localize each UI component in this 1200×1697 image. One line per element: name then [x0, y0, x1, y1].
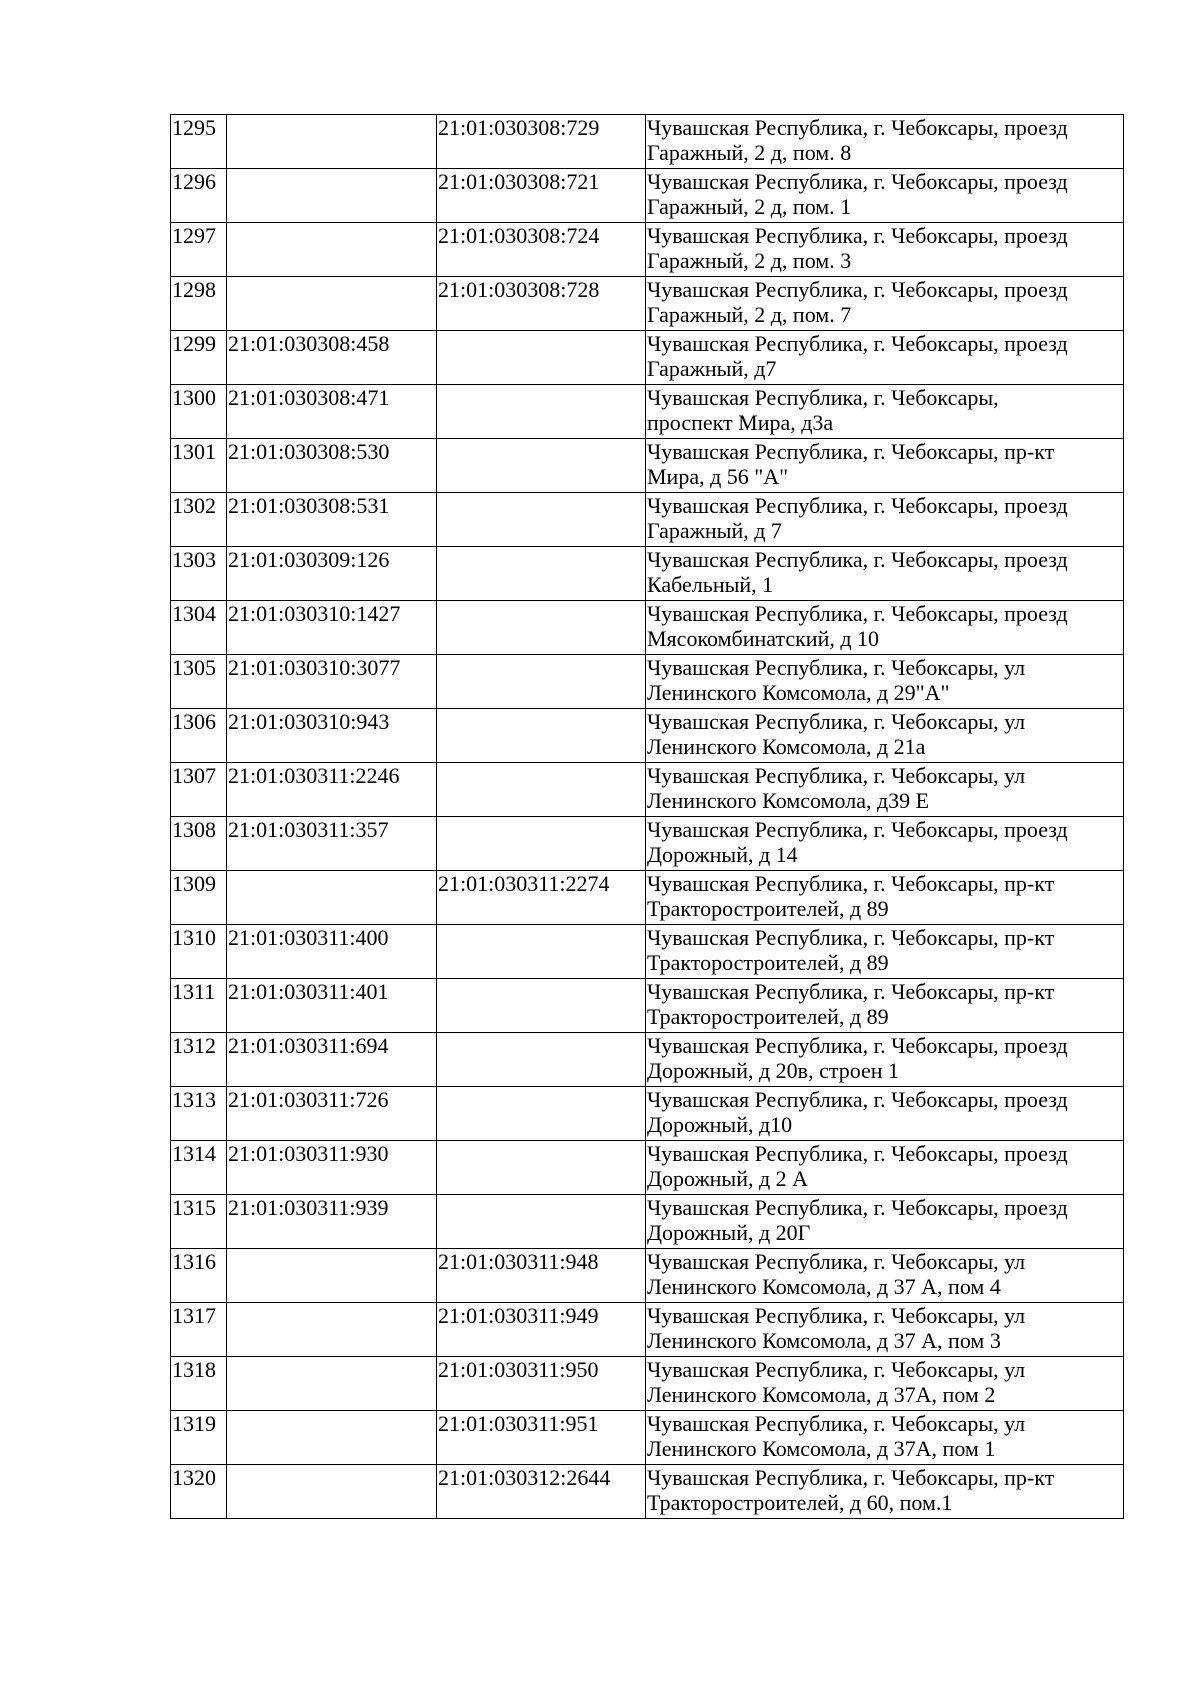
address-line-2: Ленинского Комсомола, д 37 А, пом 4 — [647, 1274, 1001, 1299]
address-line-1: Чувашская Республика, г. Чебоксары, пр-кт — [647, 925, 1055, 950]
table-row — [171, 763, 1124, 817]
related-cadastral-number-cell — [437, 925, 646, 979]
row-number-cell: 1306 — [171, 709, 227, 763]
row-number-cell: 1313 — [171, 1087, 227, 1141]
address-cell — [646, 169, 1124, 223]
address-line-2: Тракторостроителей, д 89 — [647, 896, 889, 921]
table-row — [171, 709, 1124, 763]
related-cadastral-number-cell: 21:01:030308:721 — [437, 169, 646, 223]
table-row — [171, 1303, 1124, 1357]
address-line-2: Дорожный, д 20Г — [647, 1220, 811, 1245]
related-cadastral-number-cell: 21:01:030311:951 — [437, 1411, 646, 1465]
row-number-cell: 1295 — [171, 115, 227, 169]
address-line-1: Чувашская Республика, г. Чебоксары, пр-кт — [647, 979, 1055, 1004]
cadastral-number-cell: 21:01:030311:726 — [227, 1087, 437, 1141]
related-cadastral-number-cell — [437, 817, 646, 871]
address-line-2: Гаражный, 2 д, пом. 7 — [647, 302, 852, 327]
address-line-1: Чувашская Республика, г. Чебоксары, проезд — [647, 601, 1068, 626]
address-line-1: Чувашская Республика, г. Чебоксары, проезд — [647, 115, 1068, 140]
cadastral-number-cell — [227, 115, 437, 169]
row-number-cell: 1316 — [171, 1249, 227, 1303]
address-line-1: Чувашская Республика, г. Чебоксары, ул — [647, 1357, 1026, 1382]
address-line-2: Ленинского Комсомола, д 37А, пом 2 — [647, 1382, 996, 1407]
row-number-cell: 1301 — [171, 439, 227, 493]
address-cell — [646, 385, 1124, 439]
address-line-2: Ленинского Комсомола, д 29"А" — [647, 680, 950, 705]
table-row — [171, 1087, 1124, 1141]
address-line-1: Чувашская Республика, г. Чебоксары, пр-кт — [647, 439, 1055, 464]
table-row — [171, 493, 1124, 547]
related-cadastral-number-cell: 21:01:030312:2644 — [437, 1465, 646, 1519]
address-line-2: Мясокомбинатский, д 10 — [647, 626, 880, 651]
cadastral-number-cell — [227, 1465, 437, 1519]
address-line-2: Дорожный, д10 — [647, 1112, 793, 1137]
address-line-1: Чувашская Республика, г. Чебоксары, проезд — [647, 817, 1068, 842]
address-line-2: Ленинского Комсомола, д 21а — [647, 734, 926, 759]
table-row — [171, 1411, 1124, 1465]
row-number-cell: 1299 — [171, 331, 227, 385]
cadastral-number-cell: 21:01:030311:357 — [227, 817, 437, 871]
table-row — [171, 601, 1124, 655]
registry-table-body — [171, 115, 1124, 1519]
related-cadastral-number-cell: 21:01:030308:729 — [437, 115, 646, 169]
address-cell — [646, 763, 1124, 817]
address-line-1: Чувашская Республика, г. Чебоксары, ул — [647, 709, 1026, 734]
related-cadastral-number-cell — [437, 331, 646, 385]
address-cell — [646, 115, 1124, 169]
address-cell — [646, 1465, 1124, 1519]
row-number-cell: 1300 — [171, 385, 227, 439]
address-line-2: Дорожный, д 20в, строен 1 — [647, 1058, 900, 1083]
address-line-2: Гаражный, 2 д, пом. 8 — [647, 140, 852, 165]
related-cadastral-number-cell — [437, 1195, 646, 1249]
cadastral-number-cell — [227, 1249, 437, 1303]
address-cell — [646, 277, 1124, 331]
cadastral-number-cell: 21:01:030310:1427 — [227, 601, 437, 655]
address-cell — [646, 1249, 1124, 1303]
address-line-1: Чувашская Республика, г. Чебоксары, проезд — [647, 331, 1068, 356]
table-row — [171, 223, 1124, 277]
row-number-cell: 1310 — [171, 925, 227, 979]
row-number-cell: 1311 — [171, 979, 227, 1033]
row-number-cell: 1305 — [171, 655, 227, 709]
row-number-cell: 1307 — [171, 763, 227, 817]
address-cell — [646, 817, 1124, 871]
cadastral-number-cell: 21:01:030311:400 — [227, 925, 437, 979]
related-cadastral-number-cell — [437, 439, 646, 493]
related-cadastral-number-cell: 21:01:030311:2274 — [437, 871, 646, 925]
cadastral-number-cell: 21:01:030311:401 — [227, 979, 437, 1033]
row-number-cell: 1303 — [171, 547, 227, 601]
address-cell — [646, 547, 1124, 601]
related-cadastral-number-cell: 21:01:030311:948 — [437, 1249, 646, 1303]
related-cadastral-number-cell — [437, 1141, 646, 1195]
table-row — [171, 1249, 1124, 1303]
related-cadastral-number-cell — [437, 655, 646, 709]
address-line-1: Чувашская Республика, г. Чебоксары, проезд — [647, 223, 1068, 248]
row-number-cell: 1314 — [171, 1141, 227, 1195]
table-row — [171, 1357, 1124, 1411]
row-number-cell: 1296 — [171, 169, 227, 223]
table-row — [171, 115, 1124, 169]
related-cadastral-number-cell — [437, 601, 646, 655]
address-line-2: Тракторостроителей, д 89 — [647, 950, 889, 975]
address-cell — [646, 871, 1124, 925]
address-line-2: Тракторостроителей, д 89 — [647, 1004, 889, 1029]
address-line-1: Чувашская Республика, г. Чебоксары, проезд — [647, 493, 1068, 518]
table-row — [171, 1141, 1124, 1195]
address-line-2: Ленинского Комсомола, д39 Е — [647, 788, 930, 813]
table-row — [171, 169, 1124, 223]
cadastral-number-cell — [227, 277, 437, 331]
address-cell — [646, 601, 1124, 655]
address-line-2: Тракторостроителей, д 60, пом.1 — [647, 1490, 953, 1515]
cadastral-number-cell: 21:01:030309:126 — [227, 547, 437, 601]
row-number-cell: 1302 — [171, 493, 227, 547]
address-line-1: Чувашская Республика, г. Чебоксары, ул — [647, 1303, 1026, 1328]
related-cadastral-number-cell — [437, 979, 646, 1033]
address-line-2: Ленинского Комсомола, д 37 А, пом 3 — [647, 1328, 1001, 1353]
cadastral-number-cell: 21:01:030311:694 — [227, 1033, 437, 1087]
address-line-1: Чувашская Республика, г. Чебоксары, проезд — [647, 1033, 1068, 1058]
table-row — [171, 925, 1124, 979]
related-cadastral-number-cell — [437, 709, 646, 763]
address-line-2: Гаражный, д7 — [647, 356, 777, 381]
address-line-1: Чувашская Республика, г. Чебоксары, проезд — [647, 1087, 1068, 1112]
cadastral-number-cell — [227, 871, 437, 925]
row-number-cell: 1312 — [171, 1033, 227, 1087]
row-number-cell: 1318 — [171, 1357, 227, 1411]
property-registry-table — [170, 114, 1124, 1519]
address-line-1: Чувашская Республика, г. Чебоксары, ул — [647, 763, 1026, 788]
address-line-1: Чувашская Республика, г. Чебоксары, ул — [647, 655, 1026, 680]
related-cadastral-number-cell — [437, 385, 646, 439]
cadastral-number-cell — [227, 1303, 437, 1357]
row-number-cell: 1297 — [171, 223, 227, 277]
address-line-1: Чувашская Республика, г. Чебоксары, ул — [647, 1411, 1026, 1436]
related-cadastral-number-cell: 21:01:030308:728 — [437, 277, 646, 331]
cadastral-number-cell: 21:01:030311:930 — [227, 1141, 437, 1195]
table-row — [171, 871, 1124, 925]
row-number-cell: 1298 — [171, 277, 227, 331]
table-row — [171, 1033, 1124, 1087]
address-cell — [646, 1141, 1124, 1195]
cadastral-number-cell: 21:01:030308:530 — [227, 439, 437, 493]
row-number-cell: 1320 — [171, 1465, 227, 1519]
address-cell — [646, 1411, 1124, 1465]
cadastral-number-cell: 21:01:030310:3077 — [227, 655, 437, 709]
address-line-2: Дорожный, д 14 — [647, 842, 798, 867]
address-cell — [646, 439, 1124, 493]
row-number-cell: 1304 — [171, 601, 227, 655]
address-cell — [646, 979, 1124, 1033]
address-line-2: Мира, д 56 "А" — [647, 464, 789, 489]
address-line-1: Чувашская Республика, г. Чебоксары, проезд — [647, 1141, 1068, 1166]
address-cell — [646, 1087, 1124, 1141]
cadastral-number-cell: 21:01:030308:458 — [227, 331, 437, 385]
related-cadastral-number-cell: 21:01:030311:949 — [437, 1303, 646, 1357]
address-cell — [646, 1195, 1124, 1249]
address-cell — [646, 655, 1124, 709]
address-cell — [646, 223, 1124, 277]
cadastral-number-cell — [227, 1357, 437, 1411]
related-cadastral-number-cell: 21:01:030308:724 — [437, 223, 646, 277]
address-line-2: Кабельный, 1 — [647, 572, 774, 597]
address-cell — [646, 925, 1124, 979]
related-cadastral-number-cell — [437, 1087, 646, 1141]
address-line-1: Чувашская Республика, г. Чебоксары, проезд — [647, 1195, 1068, 1220]
related-cadastral-number-cell — [437, 1033, 646, 1087]
cadastral-number-cell: 21:01:030308:531 — [227, 493, 437, 547]
cadastral-number-cell — [227, 1411, 437, 1465]
cadastral-number-cell: 21:01:030308:471 — [227, 385, 437, 439]
table-row — [171, 1195, 1124, 1249]
table-row — [171, 331, 1124, 385]
table-row — [171, 817, 1124, 871]
row-number-cell: 1317 — [171, 1303, 227, 1357]
cadastral-number-cell: 21:01:030311:2246 — [227, 763, 437, 817]
address-line-1: Чувашская Республика, г. Чебоксары, проезд — [647, 547, 1068, 572]
row-number-cell: 1315 — [171, 1195, 227, 1249]
address-cell — [646, 331, 1124, 385]
cadastral-number-cell: 21:01:030311:939 — [227, 1195, 437, 1249]
address-cell — [646, 1033, 1124, 1087]
row-number-cell: 1309 — [171, 871, 227, 925]
address-line-2: Гаражный, 2 д, пом. 1 — [647, 194, 852, 219]
cadastral-number-cell: 21:01:030310:943 — [227, 709, 437, 763]
cadastral-number-cell — [227, 223, 437, 277]
address-cell — [646, 1357, 1124, 1411]
address-line-1: Чувашская Республика, г. Чебоксары, пр-кт — [647, 871, 1055, 896]
address-cell — [646, 709, 1124, 763]
table-row — [171, 277, 1124, 331]
address-line-1: Чувашская Республика, г. Чебоксары, — [647, 385, 999, 410]
table-row — [171, 655, 1124, 709]
cadastral-number-cell — [227, 169, 437, 223]
row-number-cell: 1308 — [171, 817, 227, 871]
related-cadastral-number-cell — [437, 493, 646, 547]
table-row — [171, 979, 1124, 1033]
table-row — [171, 1465, 1124, 1519]
address-line-1: Чувашская Республика, г. Чебоксары, проезд — [647, 277, 1068, 302]
address-line-1: Чувашская Республика, г. Чебоксары, ул — [647, 1249, 1026, 1274]
address-line-2: Ленинского Комсомола, д 37А, пом 1 — [647, 1436, 996, 1461]
address-line-2: Гаражный, д 7 — [647, 518, 782, 543]
address-cell — [646, 1303, 1124, 1357]
table-row — [171, 439, 1124, 493]
address-cell — [646, 493, 1124, 547]
row-number-cell: 1319 — [171, 1411, 227, 1465]
address-line-1: Чувашская Республика, г. Чебоксары, проезд — [647, 169, 1068, 194]
address-line-1: Чувашская Республика, г. Чебоксары, пр-кт — [647, 1465, 1055, 1490]
related-cadastral-number-cell — [437, 547, 646, 601]
address-line-2: проспект Мира, д3а — [647, 410, 834, 435]
related-cadastral-number-cell: 21:01:030311:950 — [437, 1357, 646, 1411]
table-row — [171, 385, 1124, 439]
related-cadastral-number-cell — [437, 763, 646, 817]
table-row — [171, 547, 1124, 601]
address-line-2: Дорожный, д 2 А — [647, 1166, 809, 1191]
address-line-2: Гаражный, 2 д, пом. 3 — [647, 248, 852, 273]
